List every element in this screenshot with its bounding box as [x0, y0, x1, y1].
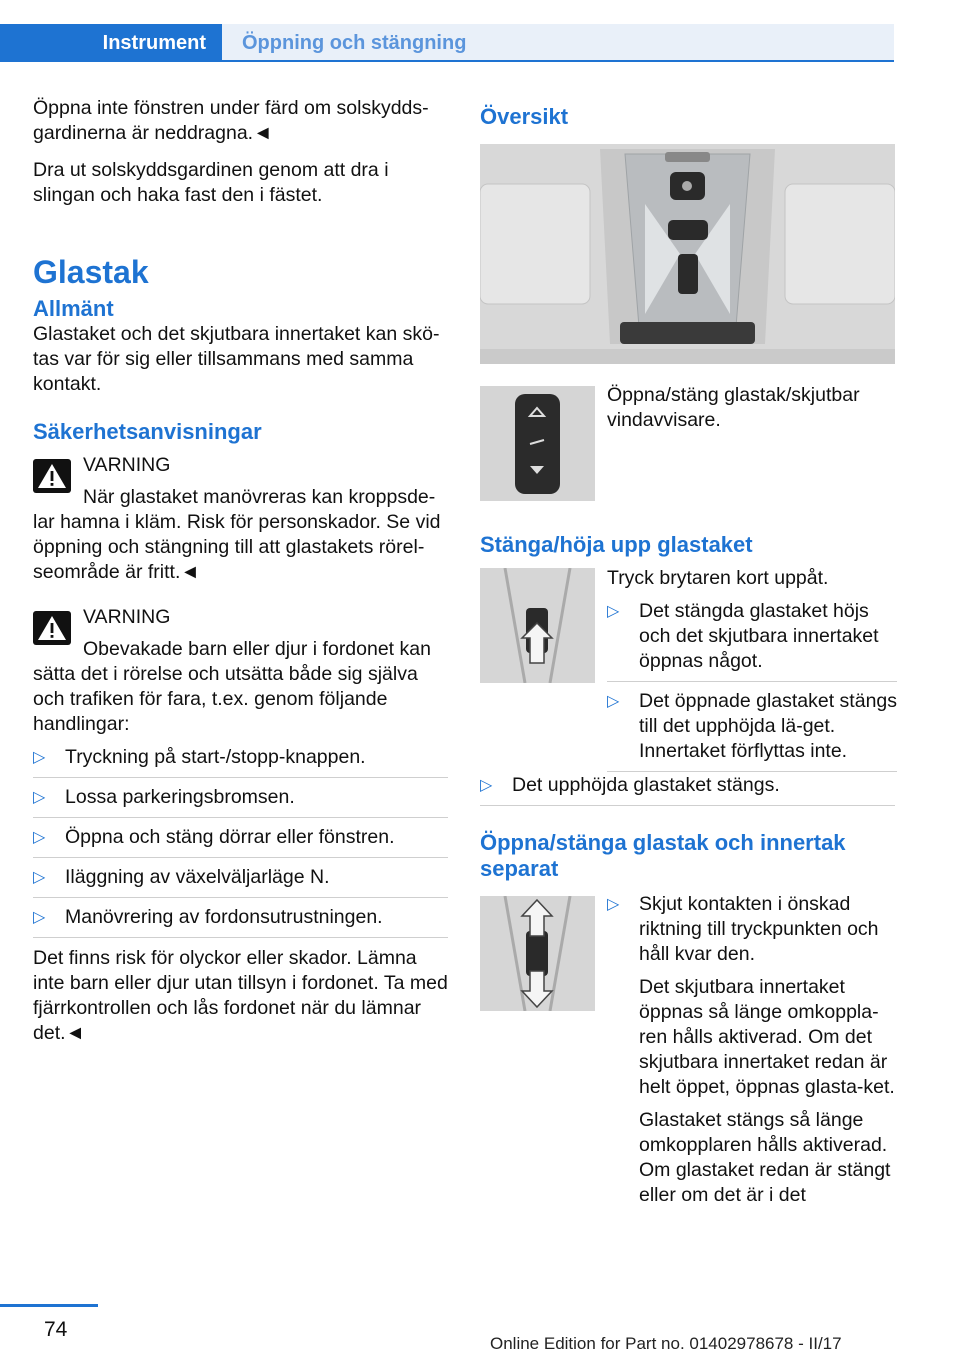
list-item: [33, 905, 448, 938]
warning-icon: [33, 611, 71, 645]
list-item: [33, 865, 448, 898]
caption: Öppna/stäng glastak/skjutbar vindavvisare.: [607, 384, 860, 431]
tab-instrument[interactable]: Instrument: [0, 24, 222, 62]
list-item-text: Öppna och stäng dörrar eller fönstren.: [65, 826, 395, 848]
list-item-text: Det öppnade glastaket stängs till det upphöjda lä-get. Innertaket förflyttas inte.: [639, 690, 898, 762]
stanga-extra-list: [480, 773, 895, 806]
paragraph: Det finns risk för olyckor eller skador. Lämna inte barn eller djur utan tillsyn i fordonet. Ta med fjärrkontrollen och lås fordonet när du lämnar det.◄: [33, 947, 448, 1044]
paragraph: Det skjutbara innertaket öppnas så länge omkoppla-ren hålls aktiverad. Om det skjutbara innertaket redan är helt öppet, öppnas glasta-ket.: [639, 976, 895, 1098]
left-column: [33, 96, 448, 1058]
stanga-list: [607, 599, 897, 772]
subsection-title-separat: Öppna/stänga glastak och innertak separat: [480, 830, 846, 881]
switch-up-photo: [480, 568, 595, 683]
list-item: [480, 773, 895, 806]
roof-console-photo: [480, 144, 895, 364]
hazard-list: [33, 745, 448, 938]
switch-slide-photo: [480, 896, 595, 1011]
top-tab-bar: [0, 0, 894, 62]
triangle-icon: ▷: [33, 789, 46, 806]
triangle-icon: ▷: [33, 869, 46, 886]
warning-title: VARNING: [83, 454, 171, 476]
list-item-text: Lossa parkeringsbromsen.: [65, 786, 295, 808]
paragraph: Skjut kontakten i önskad riktning till tryckpunkten och håll kvar den.: [639, 893, 879, 965]
list-item: [33, 825, 448, 858]
list-item-text: Iläggning av växelväljarläge N.: [65, 866, 330, 888]
paragraph: Öppna inte fönstren under färd om solskydds-gardinerna är neddragna.◄: [33, 97, 429, 144]
list-item-text: Det upphöjda glastaket stängs.: [512, 774, 780, 796]
triangle-icon: ▷: [33, 909, 46, 926]
triangle-icon: ▷: [607, 896, 620, 913]
tab-underline: [0, 60, 894, 62]
list-item-text: Tryckning på start-/stopp-knappen.: [65, 746, 366, 768]
list-item-text: Manövrering av fordonsutrustningen.: [65, 906, 383, 928]
list-item-text: Det stängda glastaket höjs och det skjutbara innertaket öppnas något.: [639, 600, 879, 672]
right-column: [480, 96, 898, 1206]
list-item: [33, 745, 448, 778]
list-item: [607, 689, 897, 772]
tab-oppning-och-stangning[interactable]: Öppning och stängning: [222, 24, 894, 62]
triangle-icon: ▷: [33, 749, 46, 766]
edition-text: Online Edition for Part no. 01402978678 - II/17: [490, 1334, 842, 1353]
subsection-title-stanga: Stänga/höja upp glastaket: [480, 532, 753, 557]
stanga-row: [480, 566, 898, 771]
warning-text: När glastaket manövreras kan kroppsde-lar hamna i kläm. Risk för personskador. Se vid öppning och stängning till att glastakets rörel-seområde är fritt.◄: [33, 486, 441, 583]
switch-closeup-photo: [480, 386, 595, 501]
triangle-icon: ▷: [607, 603, 620, 620]
list-item: [33, 785, 448, 818]
footer-line: [0, 1304, 98, 1307]
triangle-icon: ▷: [480, 777, 493, 794]
paragraph: Glastaket stängs så länge omkopplaren hålls aktiverad. Om glastaket redan är stängt eller om det är i det: [639, 1109, 891, 1206]
paragraph: Tryck brytaren kort uppåt.: [607, 567, 829, 589]
paragraph: Dra ut solskyddsgardinen genom att dra i slingan och haka fast den i fästet.: [33, 159, 389, 206]
subsection-title-allmant: Allmänt: [33, 296, 114, 321]
triangle-icon: ▷: [33, 829, 46, 846]
triangle-icon: ▷: [607, 693, 620, 710]
warning-title: VARNING: [83, 606, 171, 628]
warning-icon: [33, 459, 71, 493]
page-number: 74: [44, 1318, 68, 1341]
warning-text: Obevakade barn eller djur i fordonet kan sätta det i rörelse och utsätta både sig själva och trafiken för fara, t.ex. genom följande handlingar:: [33, 638, 431, 735]
section-title-glastak: Glastak: [33, 254, 149, 290]
warning-block: [33, 453, 448, 585]
warning-block: [33, 605, 448, 737]
overview-caption-row: [480, 386, 895, 504]
subsection-title-sakerhet: Säkerhetsanvisningar: [33, 419, 262, 444]
section-title-oversikt: Översikt: [480, 104, 569, 129]
paragraph: Glastaket och det skjutbara innertaket kan skö-tas var för sig eller tillsammans med samma kontakt.: [33, 323, 440, 395]
list-item: [607, 599, 897, 682]
